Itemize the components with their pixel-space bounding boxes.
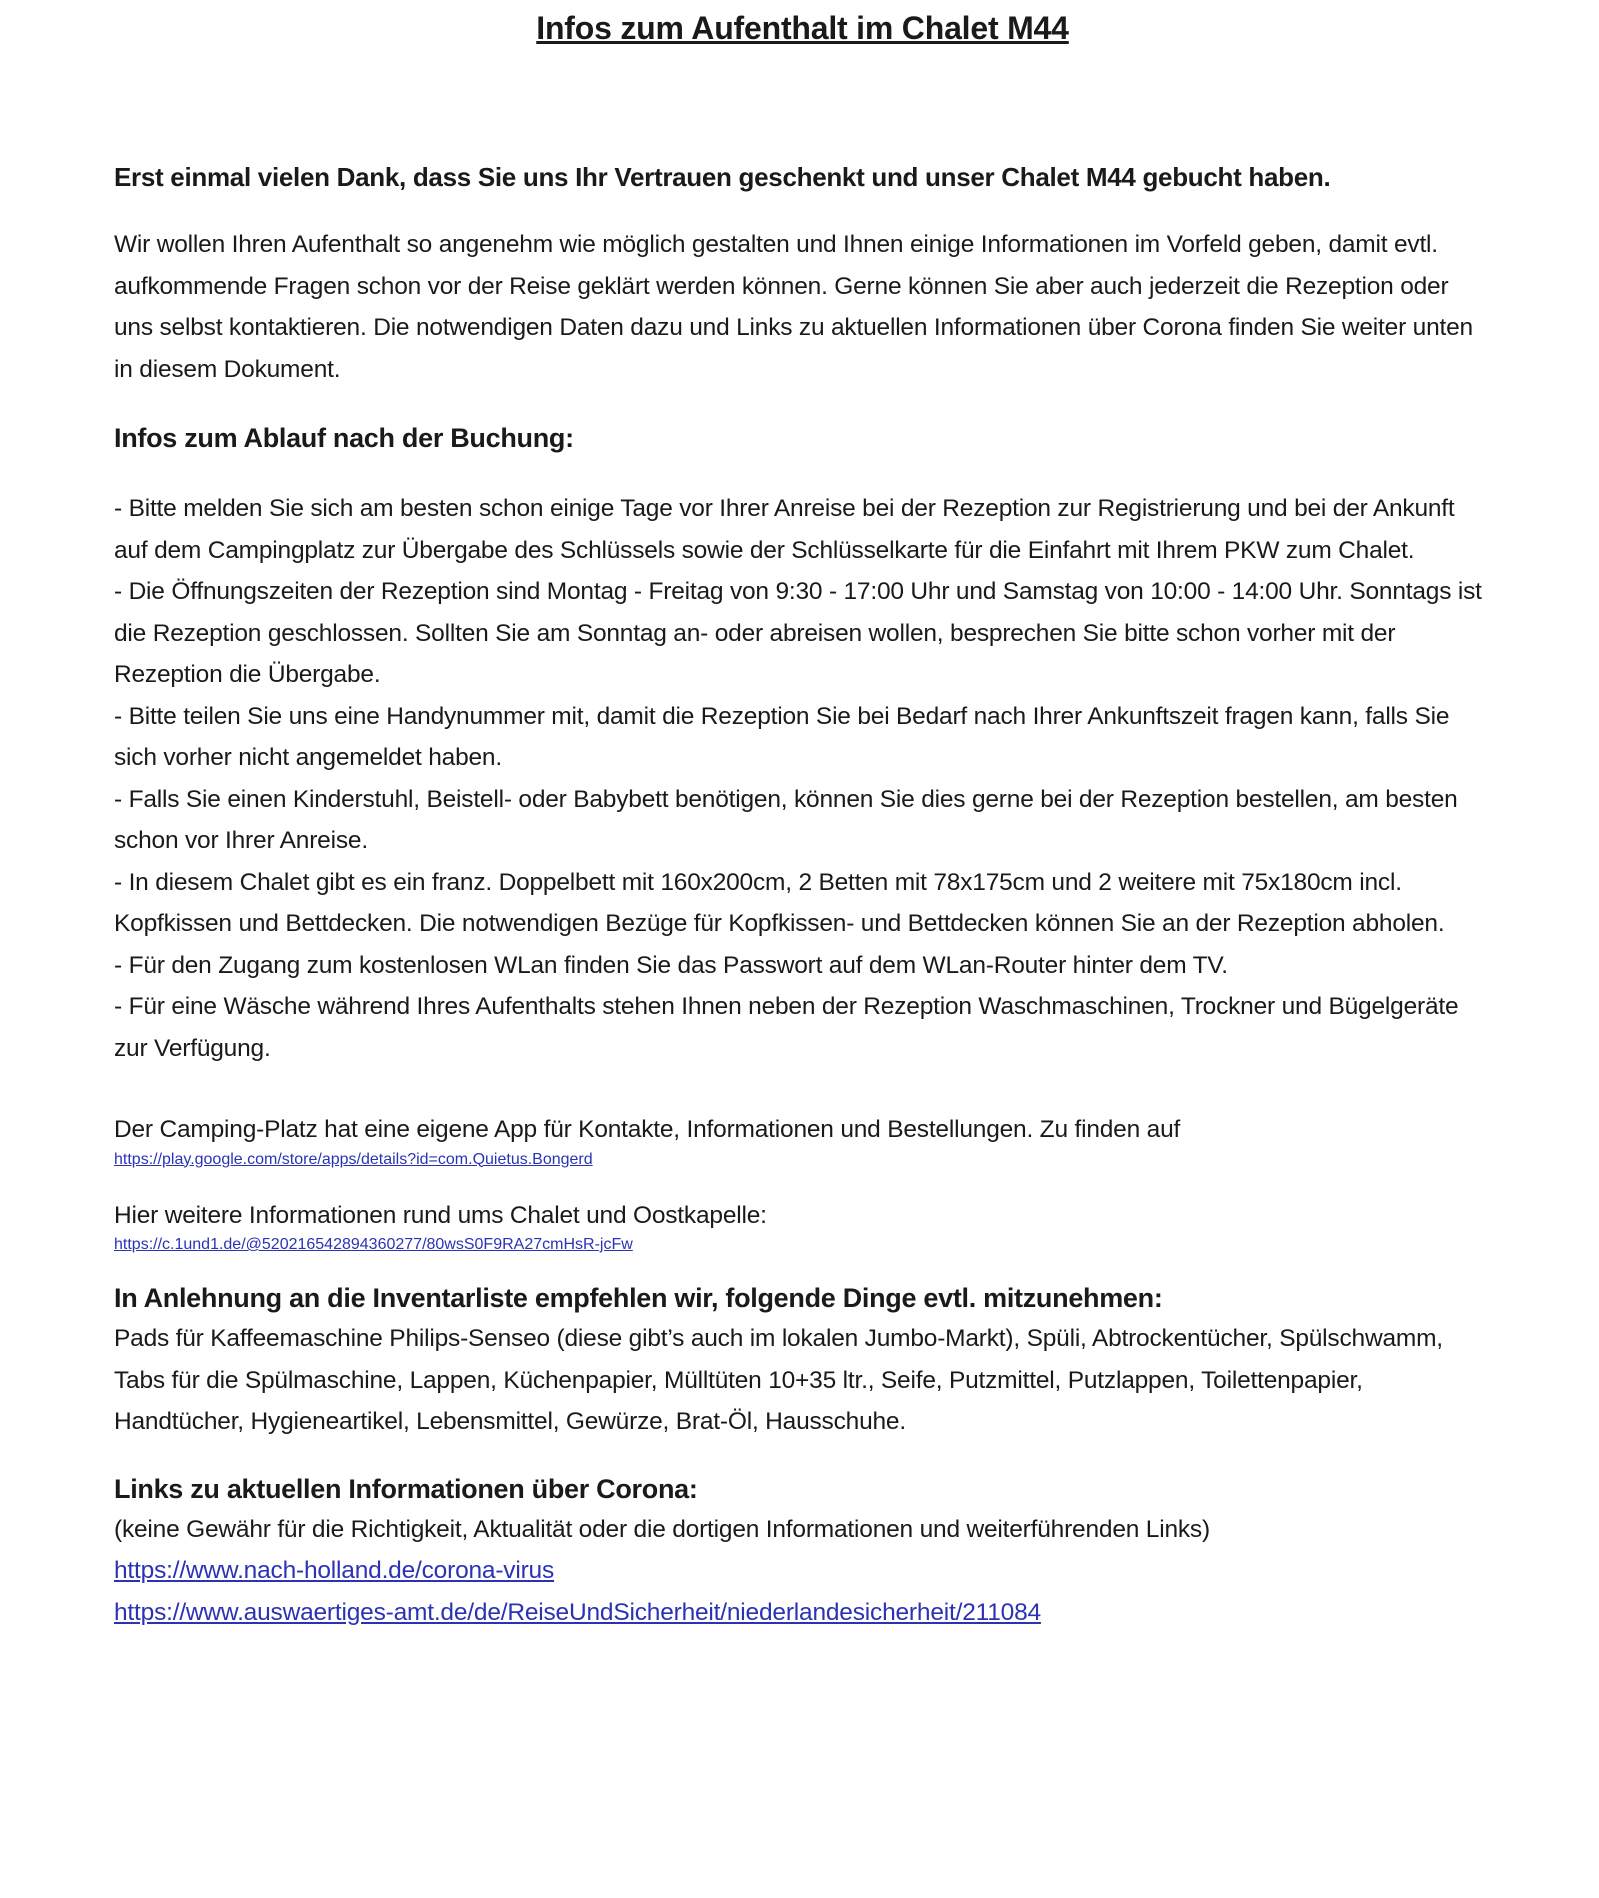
- section-heading-ablauf: Infos zum Ablauf nach der Buchung:: [114, 423, 574, 453]
- corona-link-auswaertiges-amt[interactable]: https://www.auswaertiges-amt.de/de/ReiseUndSicherheit/niederlandesicherheit/211084: [114, 1598, 1041, 1626]
- document-title: Infos zum Aufenthalt im Chalet M44: [536, 10, 1069, 46]
- list-item: - Bitte melden Sie sich am besten schon einige Tage vor Ihrer Anreise bei der Rezeption zur Registrierung und bei der Ankunft auf dem Campingplatz zur Übergabe des Schlüssels sowie der Schlüsselkarte für die Einfahrt mit Ihrem PKW zum Chalet.: [114, 495, 1455, 564]
- chalet-info-link[interactable]: https://c.1und1.de/@520216542894360277/80wsS0F9RA27cmHsR-jcFw: [114, 1236, 633, 1253]
- list-item: - Falls Sie einen Kinderstuhl, Beistell- oder Babybett benötigen, können Sie dies gerne bei der Rezeption bestellen, am besten schon vor Ihrer Anreise.: [114, 785, 1458, 854]
- list-item: - In diesem Chalet gibt es ein franz. Doppelbett mit 160x200cm, 2 Betten mit 78x175cm und 2 weitere mit 75x180cm incl. Kopfkissen und Bettdecken. Die notwendigen Bezüge für Kopfkissen- und Bettdecken können Sie an der Rezeption abholen.: [114, 868, 1445, 937]
- corona-disclaimer: (keine Gewähr für die Richtigkeit, Aktualität oder die dortigen Informationen und weiterführenden Links): [114, 1515, 1210, 1543]
- list-item: - Bitte teilen Sie uns eine Handynummer mit, damit die Rezeption Sie bei Bedarf nach Ihrer Ankunftszeit fragen kann, falls Sie sich vorher nicht angemeldet haben.: [114, 702, 1450, 771]
- app-section: [114, 1109, 1491, 1169]
- corona-link-nach-holland[interactable]: https://www.nach-holland.de/corona-virus: [114, 1557, 555, 1584]
- list-item: - Für den Zugang zum kostenlosen WLan finden Sie das Passwort auf dem WLan-Router hinter dem TV.: [114, 951, 1228, 979]
- list-item: - Für eine Wäsche während Ihres Aufenthalts stehen Ihnen neben der Rezeption Waschmaschinen, Trockner und Bügelgeräte zur Verfügung.: [114, 993, 1459, 1062]
- info-section: [114, 1195, 1491, 1255]
- app-text: Der Camping-Platz hat eine eigene App für Kontakte, Informationen und Bestellungen. Zu finden auf: [114, 1116, 1181, 1143]
- ablauf-list: [114, 488, 1491, 1069]
- section-heading-inventar: In Anlehnung an die Inventarliste empfehlen wir, folgende Dinge evtl. mitzunehmen:: [114, 1283, 1163, 1313]
- list-item: - Die Öffnungszeiten der Rezeption sind Montag - Freitag von 9:30 - 17:00 Uhr und Samstag von 10:00 - 14:00 Uhr. Sonntags ist die Rezeption geschlossen. Sollten Sie am Sonntag an- oder abreisen wollen, besprechen Sie bitte schon vorher mit der Rezeption die Übergabe.: [114, 578, 1482, 688]
- app-store-link[interactable]: https://play.google.com/store/apps/details?id=com.Quietus.Bongerd: [114, 1150, 593, 1168]
- section-heading-corona: Links zu aktuellen Informationen über Corona:: [114, 1473, 698, 1504]
- info-text: Hier weitere Informationen rund ums Chalet und Oostkapelle:: [114, 1201, 767, 1229]
- intro-paragraph: Wir wollen Ihren Aufenthalt so angenehm wie möglich gestalten und Ihnen einige Informationen im Vorfeld geben, damit evtl. aufkommende Fragen schon vor der Reise geklärt werden können. Gerne können Sie aber auch jederzeit die Rezeption oder uns selbst kontaktieren. Die notwendigen Daten dazu und Links zu aktuellen Informationen über Corona finden Sie weiter unten in diesem Dokument.: [114, 231, 1473, 383]
- thank-you-lead: Erst einmal vielen Dank, dass Sie uns Ihr Vertrauen geschenkt und unser Chalet M44 gebucht haben.: [114, 162, 1331, 192]
- inventar-text: Pads für Kaffeemaschine Philips-Senseo (diese gibt’s auch im lokalen Jumbo-Markt), Spüli, Abtrockentücher, Spülschwamm, Tabs für die Spülmaschine, Lappen, Küchenpapier, Mülltüten 10+35 ltr., Seife, Putzmittel, Putzlappen, Toilettenpapier, Handtücher, Hygieneartikel, Lebensmittel, Gewürze, Brat-Öl, Hausschuhe.: [114, 1325, 1443, 1435]
